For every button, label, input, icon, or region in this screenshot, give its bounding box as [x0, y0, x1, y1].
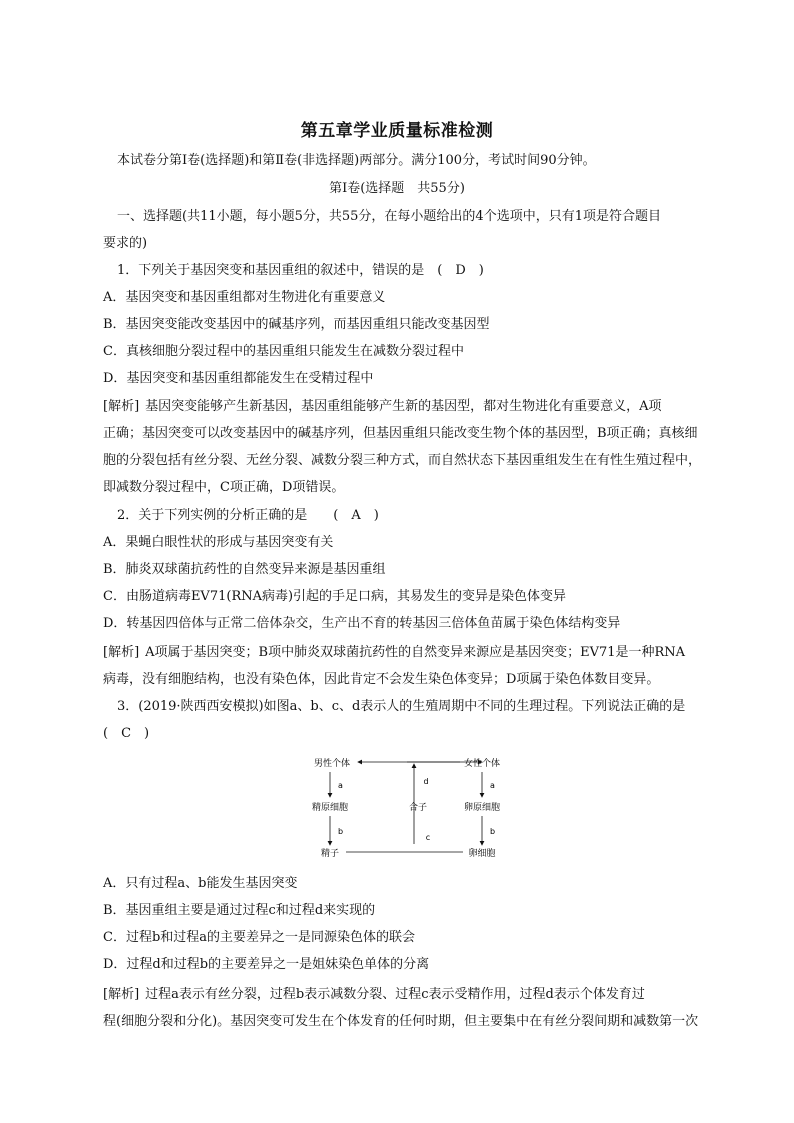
diagram-label-c: c [425, 833, 431, 842]
diagram-label-sperm: 精子 [320, 849, 340, 859]
diagram-label-a-right: a [490, 781, 495, 790]
q1-analysis-line2: 正确；基因突变可以改变基因中的碱基序列，但基因重组只能改变生物个体的基因型，B项正确；真核细 [103, 426, 698, 441]
reproduction-cycle-diagram [300, 752, 530, 862]
q2-option-c: C．由肠道病毒EV71(RNA病毒)引起的手足口病，其易发生的变异是染色体变异 [103, 589, 567, 604]
diagram-label-d: d [423, 777, 429, 786]
q1-option-a: A．基因突变和基因重组都对生物进化有重要意义 [103, 290, 386, 305]
q1-analysis-line1 [103, 398, 662, 416]
q2-analysis-label: [解析] [103, 645, 140, 660]
diagram-label-female: 女性个体 [463, 759, 501, 769]
diagram-label-oogonium: 卵原细胞 [463, 803, 501, 813]
q2-analysis-line2: 病毒，没有细胞结构，也没有染色体，因此肯定不会发生染色体变异；D项属于染色体数目变异。 [103, 672, 660, 687]
q3-option-d: D．过程d和过程b的主要差异之一是姐妹染色单体的分离 [103, 957, 430, 972]
q1-analysis-line4: 即减数分裂过程中，C项正确，D项错误。 [103, 480, 345, 495]
section1-instructions-line1: 一、选择题(共11小题，每小题5分，共55分，在每小题给出的4个选项中，只有1项是符合题目 [117, 209, 661, 224]
diagram-label-b-left: b [338, 827, 344, 836]
q1-analysis-line3: 胞的分裂包括有丝分裂、无丝分裂、减数分裂三种方式，而自然状态下基因重组发生在有性生殖过程中， [103, 453, 702, 468]
q3-analysis-text1: 过程a表示有丝分裂，过程b表示减数分裂、过程c表示受精作用，过程d表示个体发育过 [145, 987, 645, 1002]
q1-option-c: C．真核细胞分裂过程中的基因重组只能发生在减数分裂过程中 [103, 344, 464, 359]
page-title: 第五章学业质量标准检测 [300, 121, 494, 141]
diagram-label-male: 男性个体 [313, 759, 351, 769]
q2-analysis-line1 [103, 644, 685, 662]
q1-analysis-text1: 基因突变能够产生新基因，基因重组能够产生新的基因型，都对生物进化有重要意义，A项 [145, 399, 662, 414]
intro-text: 本试卷分第Ⅰ卷(选择题)和第Ⅱ卷(非选择题)两部分。满分100分，考试时间90分钟。 [117, 153, 596, 168]
diagram-label-zygote: 合子 [408, 803, 428, 813]
q2-stem: 2．关于下列实例的分析正确的是 ( A ) [117, 508, 379, 523]
q3-analysis-line2: 程(细胞分裂和分化)。基因突变可发生在个体发育的任何时期，但主要集中在有丝分裂间期和减数第一次 [103, 1014, 699, 1029]
q1-stem: 1．下列关于基因突变和基因重组的叙述中，错误的是 ( D ) [117, 263, 484, 278]
q2-analysis-text1: A项属于基因突变；B项中肺炎双球菌抗药性的自然变异来源应是基因突变；EV71是一种RNA [145, 645, 686, 660]
q3-option-b: B．基因重组主要是通过过程c和过程d来实现的 [103, 903, 376, 918]
diagram-label-a-left: a [338, 781, 343, 790]
q1-option-d: D．基因突变和基因重组都能发生在受精过程中 [103, 371, 374, 386]
q2-option-b: B．肺炎双球菌抗药性的自然变异来源是基因重组 [103, 562, 386, 577]
q3-option-a: A．只有过程a、b能发生基因突变 [103, 876, 298, 891]
q3-analysis-line1 [103, 986, 645, 1004]
section1-instructions-line2: 要求的) [103, 236, 148, 251]
q2-option-a: A．果蝇白眼性状的形成与基因突变有关 [103, 535, 334, 550]
q3-analysis-label: [解析] [103, 987, 140, 1002]
q3-stem-line2: ( C ) [103, 726, 150, 741]
diagram-label-egg: 卵细胞 [468, 849, 496, 859]
q1-analysis-label: [解析] [103, 399, 140, 414]
q1-option-b: B．基因突变能改变基因中的碱基序列，而基因重组只能改变基因型 [103, 317, 490, 332]
diagram-label-spermatogonium: 精原细胞 [311, 803, 349, 813]
diagram-label-b-right: b [490, 827, 496, 836]
q2-option-d: D．转基因四倍体与正常二倍体杂交，生产出不育的转基因三倍体鱼苗属于染色体结构变异 [103, 616, 621, 631]
q3-option-c: C．过程b和过程a的主要差异之一是同源染色体的联会 [103, 930, 416, 945]
q3-stem-line1: 3．(2019·陕西西安模拟)如图a、b、c、d表示人的生殖周期中不同的生理过程。下列说法正确的是 [117, 699, 686, 714]
part1-heading: 第Ⅰ卷(选择题 共55分) [329, 181, 465, 196]
